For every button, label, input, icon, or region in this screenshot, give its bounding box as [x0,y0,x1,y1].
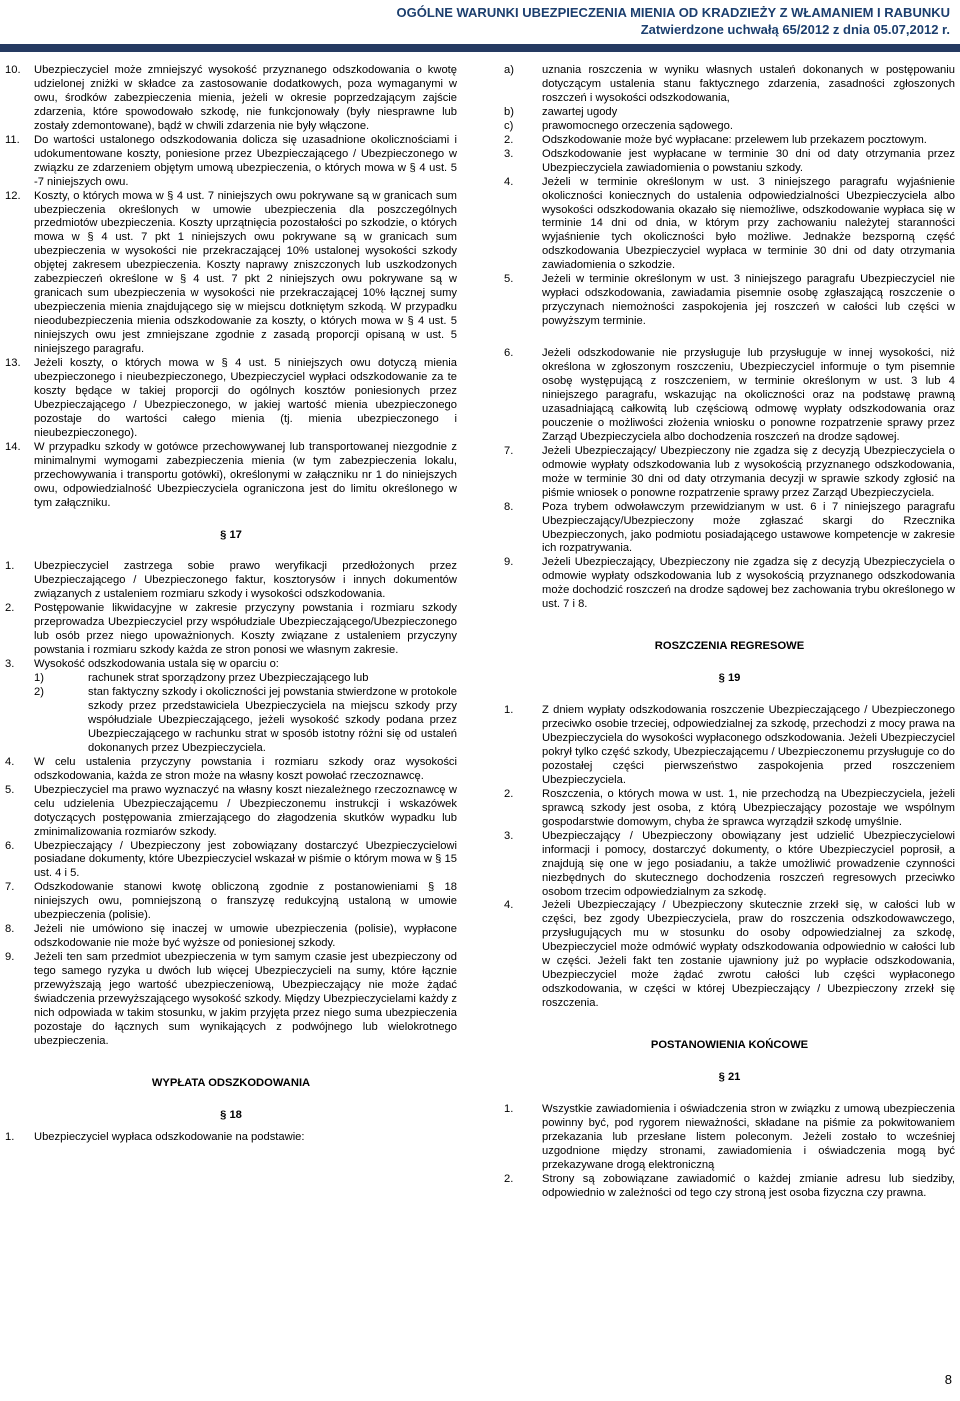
paragraph-item: 4. Jeżeli Ubezpieczający / Ubezpieczony skutecznie zrzekł się, w całości lub w części, bez zgody Ubezpieczyciela, praw do roszczenia odszkodowawczego, przysługujących mu w stosunku do osoby odpowiedzialnej za szkodę, Ubezpieczyciel może odmówić wypłaty odszkodowania odpowiednio w całości lub w części. Jeżeli fakt ten zostanie ujawniony już po wypłacie odszkodowania, Ubezpieczyciel może żądać zwrotu całości lub części wypłaconego odszkodowania, w części w której Ubezpieczający / Ubezpieczony zrzekł się roszczenia. [504,899,955,1010]
paragraph-item: 3. Wysokość odszkodowania ustala się w oparciu o: [5,658,279,671]
paragraph-item: 10. Ubezpieczyciel może zmniejszyć wysokość przyznanego odszkodowania o kwotę udzielonej zniżki w składce za zastosowanie dodatkowych, poza wymaganymi w owu, środków zabezpieczenia mienia, jeżeli w okresie poprzedzającym zajście zdarzenia, które spowodowało szkodę, nie funkcjonowały (były niesprawne lub zostały zdemontowane), bądź w chwili zdarzenia nie były włączone. [5,64,457,132]
paragraph-item: 9. Jeżeli ten sam przedmiot ubezpieczenia w tym samym czasie jest ubezpieczony od tego samego ryzyka u dwóch lub więcej Ubezpieczycieli na sumy, które łącznie przewyższają jego wartość ubezpieczeniową, Ubezpieczający nie może żądać świadczenia przewyższającego wysokość szkody. Między Ubezpieczycielami każdy z nich odpowiada w takim stosunku, w jakim przyjęta przez niego suma ubezpieczenia pozostaje do łącznych sum wynikających z podwójnego lub wielokrotnego ubezpieczenia. [5,951,457,1047]
paragraph-item: 7. Jeżeli Ubezpieczający/ Ubezpieczony nie zgadza się z decyzją Ubezpieczyciela o odmowie wypłaty odszkodowania lub z wysokością przyznanego odszkodowania, może w terminie 30 dni od daty otrzymania decyzji w sprawie szkody zgłosić na piśmie wniosek o ponowne rozpatrzenie sprawy przez Zarząd Ubezpieczyciela. [504,444,955,499]
paragraph-item: 11. Do wartości ustalonego odszkodowania dolicza się uzasadnione okolicznościami i udokumentowane koszty, poniesione przez Ubezpieczającego / Ubezpieczonego w związku ze zdarzeniem objętym umową ubezpieczenia, o których mowa w § 4 ust. 5 -7 niniejszych owu. [5,133,457,188]
paragraph-item: 4. W celu ustalenia przyczyny powstania i rozmiaru szkody oraz wysokości odszkodowania, każda ze stron może na własny koszt powołać rzeczoznawcę. [5,755,457,782]
paragraph-item: 1. Z dniem wypłaty odszkodowania roszczenie Ubezpieczającego / Ubezpieczonego przeciwko osobie trzeciej, odpowiedzialnej za szkodę, przechodzi z mocy prawa na Ubezpieczyciela do wysokości wypłaconego odszkodowania. Jeżeli Ubezpieczyciel pokrył tylko część szkody, Ubezpieczającemu / Ubezpieczonemu przysługuje co do pozostałej części pierwszeństwo zaspokojenia przed roszczeniem Ubezpieczyciela. [504,704,955,786]
paragraph-item: 1. Wszystkie zawiadomienia i oświadczenia stron w związku z umową ubezpieczenia powinny być, pod rygorem nieważności, składane na piśmie za pokwitowaniem przekazania lub przesłane listem poleconym. Jeżeli zostało to wcześniej uzgodnione między stronami, zawiadomienia i oświadczenia mogą być przekazywane drogą elektroniczną [504,1103,955,1171]
sub-item: a) uznania roszczenia w wyniku własnych ustaleń dokonanych w postępowaniu dotyczącym ustalenia stanu faktycznego zdarzenia, zasadności zgłoszonych roszczeń i wysokości odszkodowania, [504,64,955,104]
paragraph-item: 6. Ubezpieczający / Ubezpieczony jest zobowiązany dostarczyć Ubezpieczycielowi posiadane dokumenty, które Ubezpieczyciel wskazał w piśmie o którym mowa w § 15 ust. 4 i 5. [5,839,457,880]
paragraph-item: 7. Odszkodowanie stanowi kwotę obliczoną zgodnie z postanowieniami § 18 niniejszych owu, pomniejszoną o franszyzę redukcyjną ustaloną w umowie ubezpieczenia (polisie). [5,881,457,922]
section-number: § 17 [220,528,242,541]
paragraph-item: 14. W przypadku szkody w gotówce przechowywanej lub transportowanej niezgodnie z minimalnymi wymogami zabezpieczenia mienia (w tym zabezpieczenia lokalu, przechowywania i transportu gotówki), określonymi w załączniku nr 1 do niniejszych owu, odpowiedzialność Ubezpieczyciela ograniczona jest do limitu określonego w tym załączniku. [5,440,457,509]
paragraph-item: 5. Jeżeli w terminie określonym w ust. 3 niniejszego paragrafu Ubezpieczyciel nie wypłaci odszkodowania, zawiadamia pisemnie osobę zgłaszającą roszczenie o przyczynach niemożności zaspokojenia jej roszczeń w całości lub części w powyższym terminie. [504,273,955,328]
header-title: OGÓLNE WARUNKI UBEZPIECZENIA MIENIA OD KRADZIEŻY Z WŁAMANIEM I RABUNKU [396,5,950,20]
paragraph-item: 1. Ubezpieczyciel wypłaca odszkodowanie na podstawie: [5,1130,305,1143]
header-approval: Zatwierdzone uchwałą 65/2012 z dnia 05.07,2012 r. [640,22,950,37]
paragraph-item: 9. Jeżeli Ubezpieczający, Ubezpieczony nie zgadza się z decyzją Ubezpieczyciela o odmowie wypłaty odszkodowania lub z wysokością przyznanego odszkodowania może dochodzić roszczeń na drodze sądowej bez zachowania trybu określonego w ust. 7 i 8. [504,556,955,611]
right-column [504,64,955,1201]
section-number: § 21 [718,1071,741,1084]
paragraph-item: 8. Poza trybem odwoławczym przewidzianym w ust. 6 i 7 niniejszego paragrafu Ubezpieczający/Ubezpieczony może zgłaszać skargi do Rzecznika Ubezpieczonych, jako podmiotu posiadającego ustawowe kompetencje w zakresie ich rozpatrywania. [504,500,955,555]
paragraph-item: 2. Roszczenia, o których mowa w ust. 1, nie przechodzą na Ubezpieczyciela, jeżeli sprawcą szkody jest osoba, z którą Ubezpieczający pozostaje we wspólnym gospodarstwie domowym, chyba że sprawca wyrządził szkodę umyślnie. [504,787,955,828]
sub-item: b) zawartej ugody [504,105,618,118]
paragraph-item: 1. Ubezpieczyciel zastrzega sobie prawo weryfikacji przedłożonych przez Ubezpieczającego / Ubezpieczonego faktur, kosztorysów i innych dokumentów związanych z ustaleniem rozmiaru szkody i wysokości odszkodowania. [5,560,457,601]
sub-item: c) prawomocnego orzeczenia sądowego. [504,119,733,132]
document-header [397,4,950,38]
paragraph-item: 3. Ubezpieczający / Ubezpieczony obowiązany jest udzielić Ubezpieczycielowi informacji i pomocy, dostarczyć dokumenty, o które Ubezpieczyciel poprosił, a znajdują się one w jego posiadaniu, a także umożliwić prowadzenie czynności niezbędnych do skutecznego dochodzenia roszczeń regresowych przeciwko osobom trzecim odpowiedzialnym za szkodę. [504,829,955,898]
sub-item: 1) rachunek strat sporządzony przez Ubezpieczającego lub [34,672,369,685]
paragraph-item: 12. Koszty, o których mowa w § 4 ust. 7 niniejszych owu pokrywane są w granicach sum ubezpieczenia określonych w umowie ubezpieczenia dla poszczególnych przedmiotów ubezpieczenia. Koszty uprzątnięcia pozostałości po szkodzie, o których mowa w § 4 ust. 7 pkt 1 niniejszych owu pokrywane są w granicach sum ubezpieczenia w wysokości nie przekraczającej 10% ustalonej wysokości szkody objętej zakresem ubezpieczenia. Koszty naprawy zniszczonych lub uszkodzonych zabezpieczeń określone w § 4 ust. 7 pkt 2 niniejszych owu pokrywane są w granicach sum ubezpieczenia w wysokości nie przekraczającej 10% łącznej sumy ubezpieczenia mienia znajdującego się w miejscu dotkniętym szkodą. W przypadku nieodubezpieczenia mienia odszkodowanie za koszty, o których mowa w § 4 ust. 5 niniejszych owu jest zmniejszane zgodnie z zasadą proporcji opisaną w ust. 5 niniejszego paragrafu. [5,189,457,356]
section-heading-recourse: ROSZCZENIA REGRESOWE [654,640,805,653]
section-heading-final: POSTANOWIENIA KOŃCOWE [650,1039,809,1052]
section-number: § 19 [718,672,741,685]
paragraph-item: 2. Strony są zobowiązane zawiadomić o każdej zmianie adresu lub siedziby, odpowiednio w zależności od tego czy stroną jest osoba fizyczna czy prawna. [504,1172,955,1199]
section-heading-payout: WYPŁATA ODSZKODOWANIA [151,1076,311,1089]
paragraph-item: 13. Jeżeli koszty, o których mowa w § 4 ust. 5 niniejszych owu dotyczą mienia ubezpieczonego i nieubezpieczonego, Ubezpieczyciel wypłaci odszkodowanie za te koszty będące w takiej proporcji do ogólnych kosztów poniesionych przez Ubezpieczającego / Ubezpieczonego, w jakiej wartość mienia ubezpieczonego pozostaje do wartości całego mienia (tj. mienia ubezpieczonego i nieubezpieczonego). [5,357,457,439]
header-rule [0,44,960,52]
paragraph-item: 8. Jeżeli nie umówiono się inaczej w umowie ubezpieczenia (polisie), wypłacone odszkodowanie nie może być wyższe od poniesionej szkody. [5,923,457,950]
paragraph-item: 5. Ubezpieczyciel ma prawo wyznaczyć na własny koszt niezależnego rzeczoznawcę w celu udzielenia Ubezpieczającemu / Ubezpieczonemu instrukcji i wskazówek dotyczących postępowania zmierzającego do złagodzenia skutków wypadku lub zminimalizowania rozmiarów szkody. [5,783,457,838]
paragraph-item: 4. Jeżeli w terminie określonym w ust. 3 niniejszego paragrafu wyjaśnienie okoliczności koniecznych do ustalenia odpowiedzialności Ubezpieczyciela albo wysokości odszkodowania okazało się niemożliwe, odszkodowanie wypłaca się w terminie 14 dni od dnia, w którym przy zachowaniu należytej staranności wyjaśnienie tych okoliczności było możliwe. Jednakże bezsporną część odszkodowania Ubezpieczyciel wypłaca w terminie 30 dni od daty otrzymania zawiadomienia o szkodzie. [504,175,955,272]
sub-item: 2) stan faktyczny szkody i okoliczności jej powstania stwierdzone w protokole szkody przez przedstawiciela Ubezpieczyciela na miejscu szkody przy współudziale Ubezpieczającego, jeżeli wysokość szkody podana przez Ubezpieczającego w rachunku strat w sposób istotny różni się od ustaleń dokonanych przez Ubezpieczyciela. [34,686,457,754]
paragraph-item: 2. Odszkodowanie może być wypłacane: przelewem lub przekazem pocztowym. [504,133,927,146]
section-number: § 18 [220,1108,242,1121]
paragraph-item: 3. Odszkodowanie jest wypłacane w terminie 30 dni od daty otrzymania przez Ubezpieczyciela zawiadomienia o powstaniu szkody. [504,147,955,174]
paragraph-item: 2. Postępowanie likwidacyjne w zakresie przyczyny powstania i rozmiaru szkody przeprowadza Ubezpieczyciel przy współudziale Ubezpieczającego/Ubezpieczonego lub osób przez niego upoważnionych. Koszty związane z ustaleniem przyczyny powstania i rozmiaru szkody każda ze stron ponosi we własnym zakresie. [5,602,457,657]
paragraph-item: 6. Jeżeli odszkodowanie nie przysługuje lub przysługuje w innej wysokości, niż określona w zgłoszonym roszczeniu, Ubezpieczyciel informuje o tym pisemnie osobę występującą z roszczeniem, w terminie określonym w ust. 3 lub 4 niniejszego paragrafu, wskazując na okoliczności oraz na podstawę prawną uzasadniającą całkowitą lub częściową odmowę wypłaty odszkodowania oraz pouczenie o możliwości złożenia wniosku o ponowne rozpatrzenie sprawy przez Zarząd Ubezpieczyciela albo dochodzenia roszczeń na drodze sądowej. [504,347,955,443]
left-column [5,64,457,1145]
page-number: 8 [944,1372,952,1387]
